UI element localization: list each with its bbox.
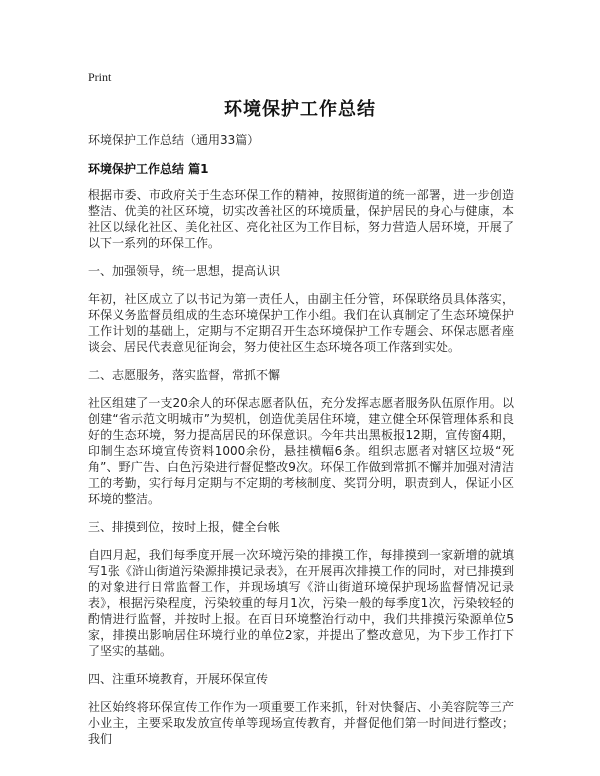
print-link[interactable]: Print [88,70,112,84]
page-title: 环境保护工作总结 [224,99,376,120]
intro-paragraph: 根据市委、市政府关于生态环保工作的精神，按照街道的统一部署，进一步创造整洁、优美的社区环境，切实改善社区的环境质量，保护居民的身心与健康，本社区以绿化社区、美化社区、亮化社区为工作目标，努力营造人居环境，开展了以下一系列的环保工作。 [88,188,514,250]
section-3-heading: 三、排摸到位，按时上报，健全台帐 [88,520,281,534]
section-1-heading: 一、加强领导，统一思想，提高认识 [88,264,281,278]
document-subtitle: 环境保护工作总结（通用33篇） [88,133,260,147]
section-1-paragraph: 年初，社区成立了以书记为第一责任人，由副主任分管，环保联络员具体落实，环保义务监督员组成的生态环境保护工作小组。我们在认真制定了生态环境保护工作计划的基础上，定期与不定期召开生态环境保护工作专题会、环保志愿者座谈会、居民代表意见征询会，努力使社区生态环境各项工作落到实处。 [88,292,514,354]
section-4-paragraph: 社区始终将环保宣传工作作为一项重要工作来抓，针对快餐店、小美容院等三产小业主，主要采取发放宣传单等现场宣传教育，并督促他们第一时间进行整改；我们 [88,700,514,746]
section-title: 环境保护工作总结 篇1 [88,162,209,176]
document-body [88,132,514,759]
section-3-paragraph: 自四月起，我们每季度开展一次环境污染的排摸工作，每排摸到一家新增的就填写1张《浒山街道污染源排摸记录表》，在开展再次排摸工作的同时，对已排摸到的对象进行日常监督工作，并现场填写《浒山街道环境保护现场监督情况记录表》，根据污染程度，污染较重的每月1次，污染一般的每季度1次，污染较轻的酌情进行监督，并按时上报。在百日环境整治行动中，我们共排摸污染源单位5家，排摸出影响居住环境行业的单位2家，并提出了整改意见，为下步工作打下了坚实的基础。 [88,548,514,658]
section-2-paragraph: 社区组建了一支20余人的环保志愿者队伍，充分发挥志愿者服务队伍原作用。以创建“省示范文明城市”为契机，创造优美居住环境，建立健全环保管理体系和良好的生态环境，努力提高居民的环保意识。今年共出黑板报12期，宣传窗4期，印制生态环境宣传资料1000余份，悬挂横幅6条。组织志愿者对辖区垃圾“死角”、野广告、白色污染进行督促整改9次。环保工作做到常抓不懈并加强对清洁工的考勤，实行每月定期与不定期的考核制度、奖罚分明，职责到人，保证小区环境的整洁。 [88,396,514,506]
section-2-heading: 二、志愿服务，落实监督，常抓不懈 [88,368,281,382]
section-4-heading: 四、注重环境教育，开展环保宣传 [88,672,269,686]
